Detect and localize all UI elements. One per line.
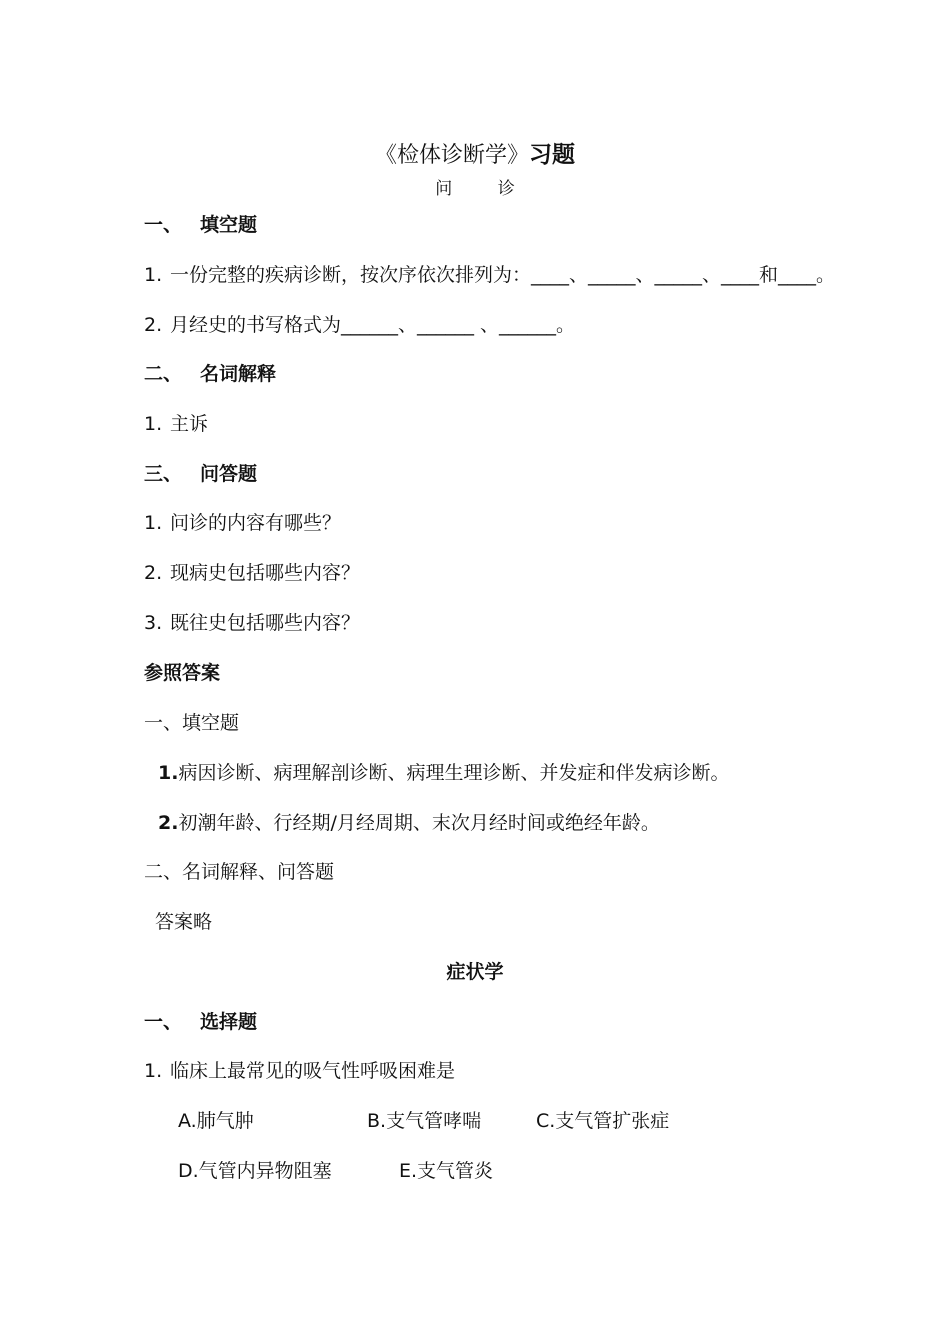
question-text: 问诊的内容有哪些？ <box>170 512 342 534</box>
section-number: 一、 <box>144 1011 183 1033</box>
question-text: 现病史包括哪些内容？ <box>170 562 361 584</box>
question-text: 一份完整的疾病诊断，按次序依次排列为：____、_____、_____、____和____。 <box>170 264 836 286</box>
answer-number: 2. <box>158 812 179 834</box>
section-heading-fill-blank <box>144 213 257 237</box>
section-heading-multiple-choice <box>144 1010 257 1034</box>
answer-item <box>158 761 729 785</box>
question-item <box>144 412 208 436</box>
title-book-name: 《检体诊断学》 <box>374 143 529 168</box>
question-text: 临床上最常见的吸气性呼吸困难是 <box>170 1060 456 1082</box>
question-number: 3. <box>144 612 163 634</box>
section-heading-qa <box>144 462 257 486</box>
question-text: 既往史包括哪些内容？ <box>170 612 361 634</box>
question-number: 1. <box>144 1060 163 1082</box>
question-number: 1. <box>144 264 163 286</box>
section-number: 三、 <box>144 463 183 485</box>
question-text: 月经史的书写格式为______、______ 、______。 <box>170 314 576 336</box>
answer-section-label: 一、填空题 <box>144 712 240 734</box>
chapter-title-symptomatology: 症状学 <box>446 961 504 983</box>
section-title: 问答题 <box>200 463 258 485</box>
section-title: 名词解释 <box>200 363 277 385</box>
section-number: 二、 <box>144 363 183 385</box>
answer-number: 1. <box>158 762 179 784</box>
question-item <box>144 1059 455 1083</box>
option-d: D.气管内异物阻塞 <box>178 1160 332 1182</box>
question-item <box>144 263 835 287</box>
reference-answers-heading: 参照答案 <box>144 662 221 684</box>
title-exercise: 习题 <box>529 142 575 168</box>
question-item <box>144 511 341 535</box>
answer-text: 初潮年龄、行经期/月经周期、末次月经时间或绝经年龄。 <box>178 812 660 834</box>
question-item <box>144 561 360 585</box>
answer-section-label: 二、名词解释、问答题 <box>144 861 335 883</box>
option-c: C.支气管扩张症 <box>536 1110 670 1132</box>
section-title: 选择题 <box>200 1011 258 1033</box>
question-number: 2. <box>144 314 163 336</box>
section-number: 一、 <box>144 214 183 236</box>
question-number: 2. <box>144 562 163 584</box>
section-title: 填空题 <box>200 214 258 236</box>
chapter-subtitle: 问 诊 <box>435 179 535 199</box>
question-item <box>144 611 360 635</box>
section-heading-terms <box>144 362 276 386</box>
document-title <box>0 136 950 169</box>
question-item <box>144 313 575 337</box>
option-e: E.支气管炎 <box>399 1160 494 1182</box>
question-number: 1. <box>144 512 163 534</box>
answer-omitted-note: 答案略 <box>155 911 213 933</box>
answer-item <box>158 811 660 835</box>
question-number: 1. <box>144 413 163 435</box>
question-text: 主诉 <box>170 413 209 435</box>
option-b: B.支气管哮喘 <box>367 1110 482 1132</box>
option-a: A.肺气肿 <box>178 1110 254 1132</box>
answer-text: 病因诊断、病理解剖诊断、病理生理诊断、并发症和伴发病诊断。 <box>178 762 730 784</box>
